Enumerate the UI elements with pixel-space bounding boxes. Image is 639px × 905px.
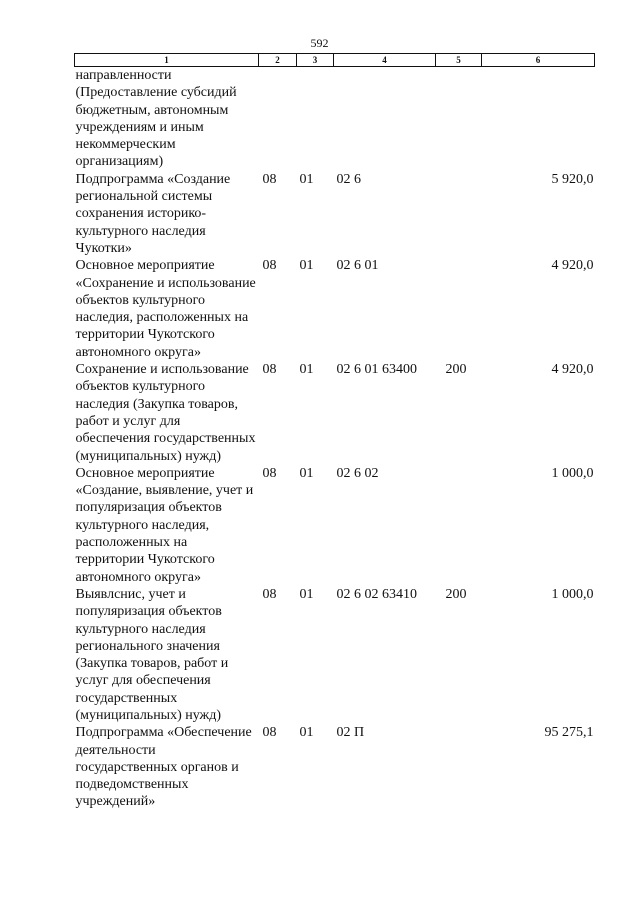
header-col-5: 5 xyxy=(436,54,482,67)
row-amount: 4 920,0 xyxy=(551,258,594,274)
table-body xyxy=(75,67,595,811)
row-section: 08 xyxy=(262,465,277,481)
row-amount: 1 000,0 xyxy=(551,465,594,481)
table-row xyxy=(75,67,595,171)
row-section: 08 xyxy=(262,258,277,274)
row-amount: 4 920,0 xyxy=(551,362,594,378)
row-expense-type xyxy=(436,724,482,810)
row-target-code: 02 6 02 xyxy=(336,465,379,481)
row-name: направленности (Предоставление субсидий бюджетным, автономным учреждениям и иным некоммерческим организациям) xyxy=(75,68,237,170)
row-target-code: 02 6 02 63410 xyxy=(336,586,417,602)
row-section xyxy=(259,67,297,171)
row-expense-type xyxy=(436,465,482,586)
table-row xyxy=(75,171,595,257)
row-amount xyxy=(482,67,595,171)
row-name: Подпрограмма «Обеспечение деятельности государственных органов и подведомственных учреждений» xyxy=(75,725,252,810)
row-amount: 5 920,0 xyxy=(551,171,594,187)
header-col-2: 2 xyxy=(259,54,297,67)
header-col-4: 4 xyxy=(334,54,436,67)
table-row xyxy=(75,586,595,724)
row-amount: 95 275,1 xyxy=(544,725,594,741)
row-subsection: 01 xyxy=(299,465,314,481)
row-name: Выявлснис, учет и популяризация объектов культурного наследия регионального значения (Закупка товаров, работ и услуг для обеспечения государственных (муниципальных) нужд) xyxy=(75,586,229,723)
page-number: 592 xyxy=(310,36,329,50)
row-section: 08 xyxy=(262,171,277,187)
row-expense-type: 200 xyxy=(445,586,467,602)
table-row xyxy=(75,465,595,586)
table-row xyxy=(75,257,595,361)
table-header xyxy=(75,54,595,67)
row-section: 08 xyxy=(262,586,277,602)
header-row xyxy=(75,54,595,67)
row-subsection: 01 xyxy=(299,725,314,741)
row-subsection: 01 xyxy=(299,258,314,274)
row-expense-type: 200 xyxy=(445,362,467,378)
row-section: 08 xyxy=(262,725,277,741)
row-name: Сохранение и использование объектов культурного наследия (Закупка товаров, работ и услуг для обеспечения государственных (муниципальных) нужд) xyxy=(75,362,256,464)
table-row xyxy=(75,361,595,465)
row-target-code: 02 6 01 xyxy=(336,258,379,274)
row-target-code: 02 П xyxy=(336,725,365,741)
table-row xyxy=(75,724,595,810)
row-subsection xyxy=(297,67,334,171)
row-expense-type xyxy=(436,171,482,257)
row-subsection: 01 xyxy=(299,171,314,187)
budget-table xyxy=(74,53,595,811)
row-name: Основное мероприятие «Создание, выявление, учет и популяризация объектов культурного наследия, расположенных на территории Чукотского автономного округа» xyxy=(75,465,254,585)
row-subsection: 01 xyxy=(299,362,314,378)
row-target-code: 02 6 01 63400 xyxy=(336,362,417,378)
header-col-3: 3 xyxy=(297,54,334,67)
row-subsection: 01 xyxy=(299,586,314,602)
header-col-1: 1 xyxy=(75,54,259,67)
header-col-6: 6 xyxy=(482,54,595,67)
row-name: Подпрограмма «Создание региональной системы сохранения историко-культурного наследия Чукотки» xyxy=(75,171,231,256)
row-name: Основное мероприятие «Сохранение и использование объектов культурного наследия, расположенных на территории Чукотского автономного округа» xyxy=(75,258,256,360)
row-expense-type xyxy=(436,67,482,171)
row-target-code: 02 6 xyxy=(336,171,361,187)
row-target-code xyxy=(334,67,436,171)
row-expense-type xyxy=(436,257,482,361)
row-section: 08 xyxy=(262,362,277,378)
row-amount: 1 000,0 xyxy=(551,586,594,602)
